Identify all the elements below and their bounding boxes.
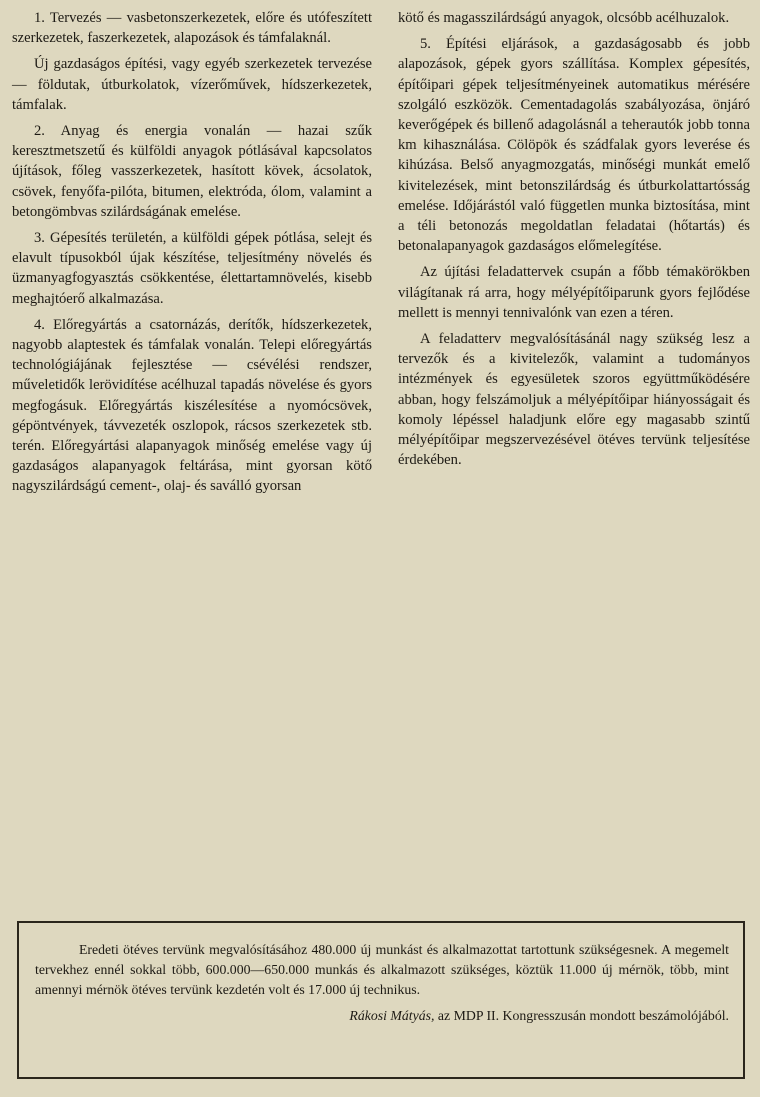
paragraph: kötő és magasszilárdságú anyagok, olcsóbb acélhuzalok.: [398, 10, 730, 26]
paragraph: A feladatterv megvalósításánál nagy szükség lesz a tervezők és a kivitelezők, valamint a tudományos intézmények és egyesületek szoros együttműködésére abban, hogy felszámoljuk a mélyépítőipar hiányosságait és komoly lépéssel haladjunk előre egy magasabb szintű mélyépítőipar megszervezésével ötéves tervünk teljesítése érdekében.: [398, 331, 750, 469]
paragraph: 5. Építési eljárások, a gazdaságosabb és jobb alapozások, gépek gyors szállítása. Komplex gépesítés, építőipari gépek teljesítményeinek automatikus mérésére szolgáló eszközök. Cementadagolás szabályozása, önjáró keverőgépek és billenő adagolásnál a teherautók jobb tonna km kihasználása. Cölöpök és szádfalak gyors leverése és kihúzása. Belső anyagmozgatás, minőségi munkát emelő kivitelezések, mint betonszilárdság és útburkolattartósság emelése. Időjárástól való független munka biztosítása, mint a téli betonozás megoldatlan feladatai (hőtartás) és betonalapanyagok gazdaságos előmelegítése.: [398, 36, 750, 255]
quote-text: Eredeti ötéves tervünk megvalósításához 480.000 új munkást és alkalmazottat tartottunk szükségesnek. A megemelt tervekhez ennél sokkal több, 600.000—650.000 munkás és alkalmazott szükséges, köztük 11.000 új mérnök, több, mint amennyi mérnök ötéves tervünk kezdetén volt és 17.000 új technikus.: [35, 942, 729, 997]
paragraph: Az újítási feladattervek csupán a főbb témakörökben világítanak rá arra, hogy mélyépítőiparunk gyors fejlődése mellett is mennyi tennivalónk van ezen a téren.: [398, 264, 750, 321]
paragraph: 3. Gépesítés területén, a külföldi gépek pótlása, selejt és elavult típusokból újak készítése, teljesítmény növelés és üzmanyagfogyasztás csökkentése, élettartamnövelés, kisebb meghajtóerő alkalmazása.: [12, 230, 372, 307]
paragraph: 4. Előregyártás a csatornázás, derítők, hídszerkezetek, nagyobb alaptestek és támfalak vonalán. Telepi előregyártás technológiájának fejlesztése — csévélési rendszer, műveletidők lerövidítése acélhuzal tapadás növelése és gyors megfogásuk. Előregyártás kiszélesítése a nyomócsövek, gépöntvények, távvezeték oszlopok, rácsos szerkezetek stb. terén. Előregyártási alapanyagok minőség emelése vagy új gazdaságos alapanyagok feltárása, mint gyorsan kötő nagyszilárdságú cement-, olaj- és saválló gyorsan: [12, 316, 372, 495]
paragraph: Új gazdaságos építési, vagy egyéb szerkezetek tervezése — földutak, útburkolatok, vízerőművek, hídszerkezetek, támfalak.: [12, 56, 372, 113]
quote-attribution: [35, 1006, 729, 1026]
paragraph: 2. Anyag és energia vonalán — hazai szűk keresztmetszetű és külföldi anyagok pótlásával kapcsolatos újítások, főleg vasszerkezetek, hasított kövek, ácsolatok, csövek, fenyőfa-pilóta, bitumen, elektróda, ólom, valamint a betongömbvas szilárdságának emelése.: [12, 123, 372, 220]
quote-box: [17, 921, 745, 1079]
right-column: [398, 8, 750, 476]
left-column: [12, 8, 372, 503]
quote-source: az MDP II. Kongresszusán mondott beszámolójából.: [434, 1008, 729, 1023]
paragraph: 1. Tervezés — vasbetonszerkezetek, előre és utófeszített szerkezetek, faszerkezetek, alapozások és támfalaknál.: [12, 10, 372, 47]
quote-author: Rákosi Mátyás,: [349, 1008, 435, 1023]
